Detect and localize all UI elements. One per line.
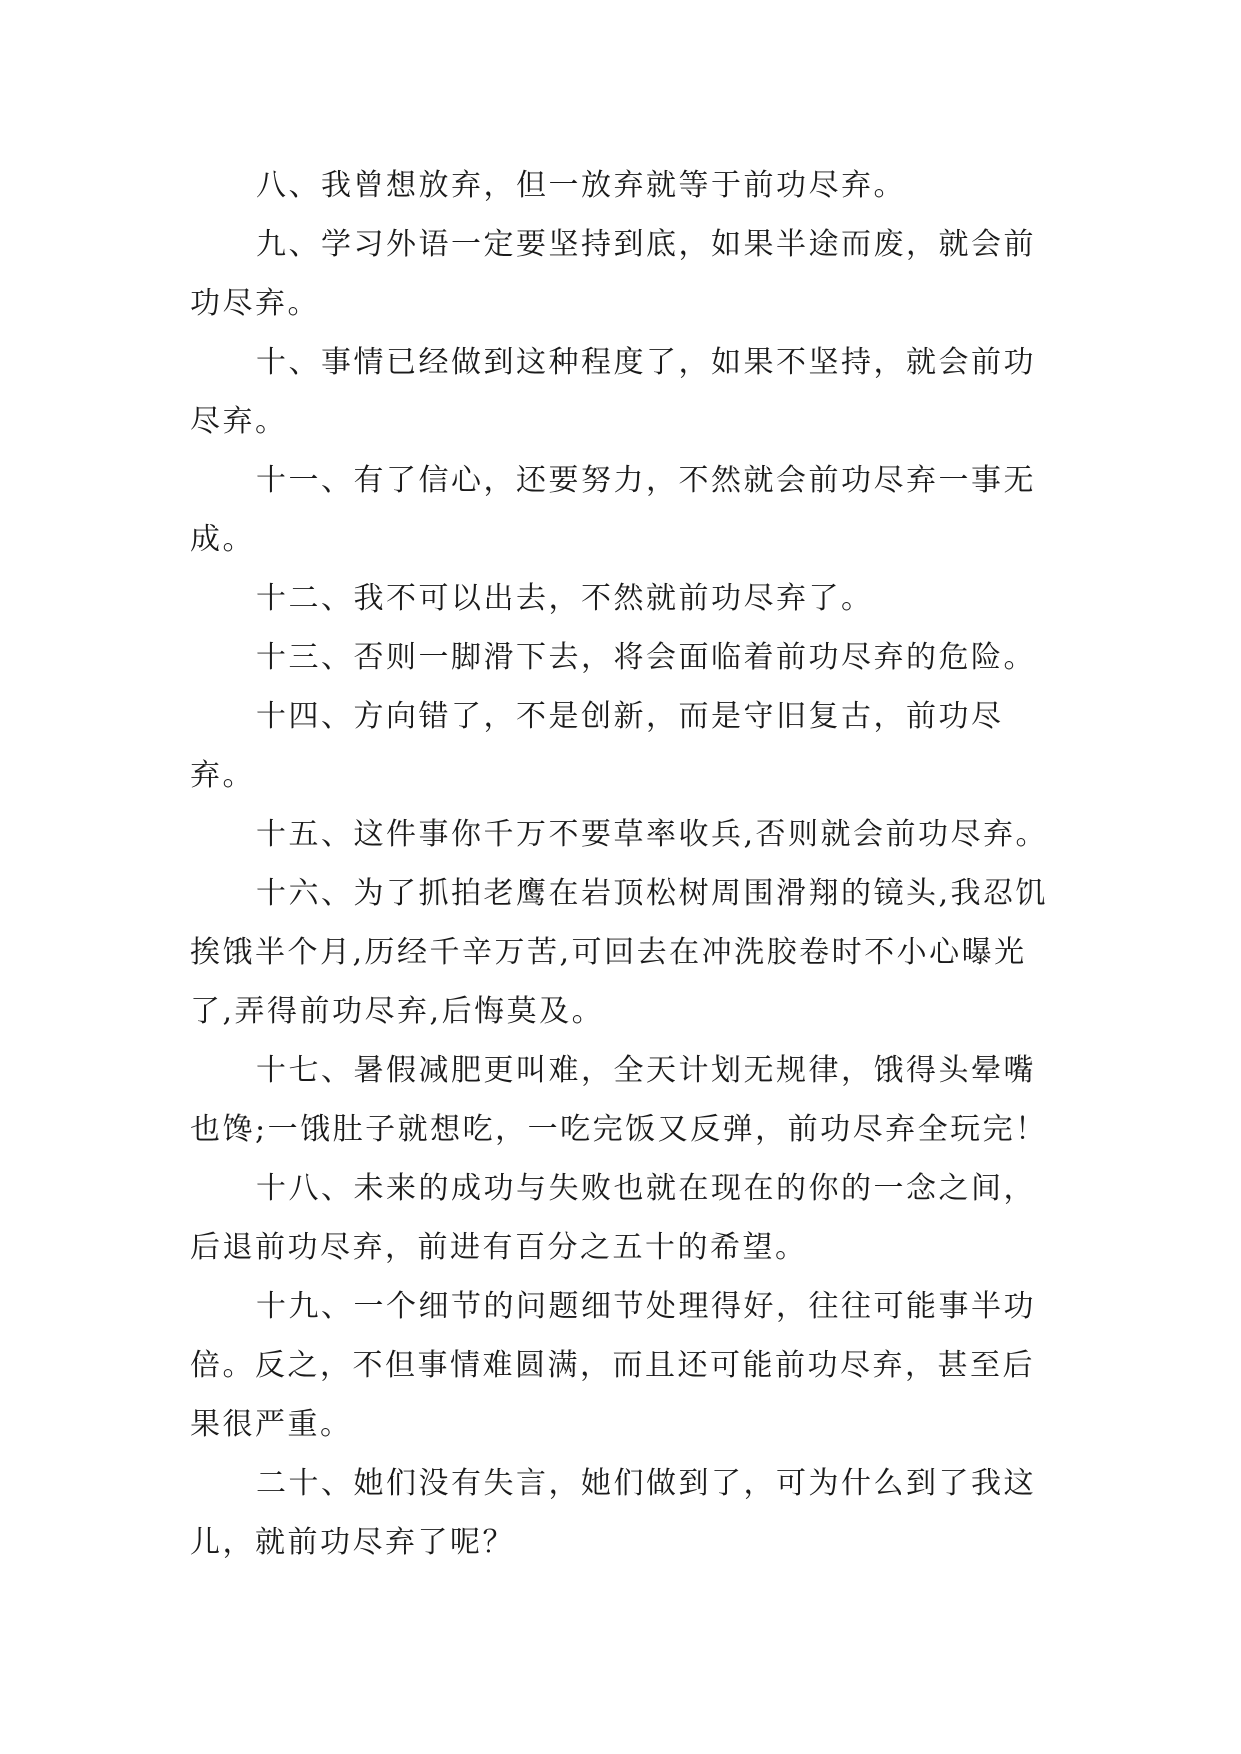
- paragraph-19: 十九、一个细节的问题细节处理得好，往往可能事半功倍。反之，不但事情难圆满，而且还可能前功尽弃，甚至后果很严重。: [190, 1289, 1036, 1442]
- paragraph-17: 十七、暑假减肥更叫难，全天计划无规律，饿得头晕嘴也馋;一饿肚子就想吃，一吃完饭又反弹，前功尽弃全玩完！: [190, 1053, 1048, 1147]
- document-body: [190, 156, 1050, 1572]
- paragraph-8: 八、我曾想放弃，但一放弃就等于前功尽弃。: [256, 168, 906, 203]
- paragraph-13: 十三、否则一脚滑下去，将会面临着前功尽弃的危险。: [256, 640, 1036, 675]
- paragraph-9: 九、学习外语一定要坚持到底，如果半途而废，就会前功尽弃。: [190, 227, 1036, 321]
- paragraph-11: 十一、有了信心，还要努力，不然就会前功尽弃一事无成。: [190, 463, 1036, 557]
- paragraph-14: 十四、方向错了，不是创新，而是守旧复古，前功尽弃。: [190, 699, 1004, 793]
- paragraph-20: 二十、她们没有失言，她们做到了，可为什么到了我这儿，就前功尽弃了呢？: [190, 1466, 1036, 1560]
- paragraph-10: 十、事情已经做到这种程度了，如果不坚持，就会前功尽弃。: [190, 345, 1036, 439]
- paragraph-16: 十六、为了抓拍老鹰在岩顶松树周围滑翔的镜头,我忍饥挨饿半个月,历经千辛万苦,可回去在冲洗胶卷时不小心曝光了,弄得前功尽弃,后悔莫及。: [190, 876, 1049, 1029]
- paragraph-12: 十二、我不可以出去，不然就前功尽弃了。: [256, 581, 874, 616]
- paragraph-15: 十五、这件事你千万不要草率收兵,否则就会前功尽弃。: [256, 817, 1049, 852]
- paragraph-18: 十八、未来的成功与失败也就在现在的你的一念之间，后退前功尽弃，前进有百分之五十的希望。: [190, 1171, 1036, 1265]
